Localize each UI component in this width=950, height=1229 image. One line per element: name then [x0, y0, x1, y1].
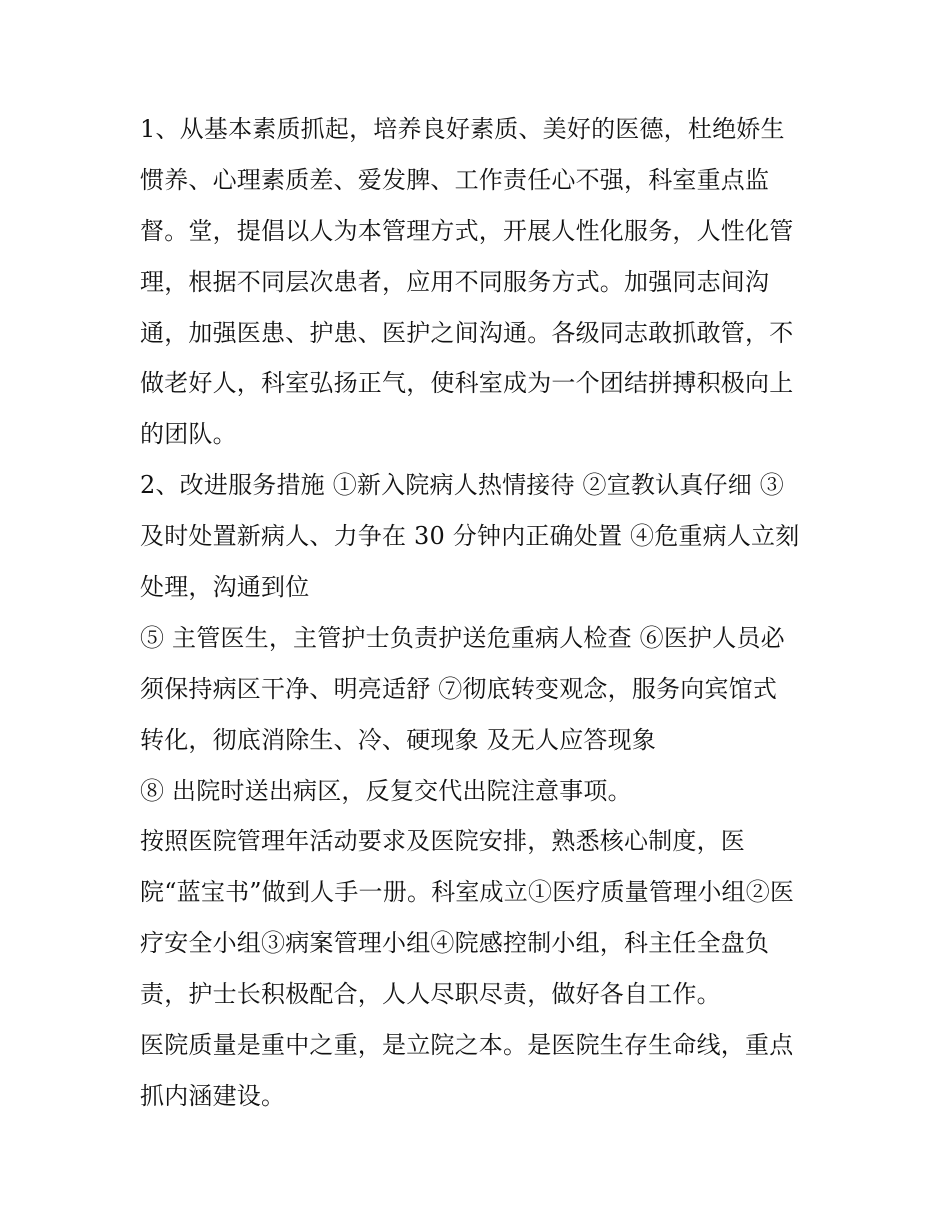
text-line: 2、改进服务措施 ①新入院病人热情接待 ②宣教认真仔细 ③ — [140, 471, 784, 500]
text-line: 抓内涵建设。 — [140, 1081, 286, 1110]
text-line: 督。堂，提倡以人为本管理方式，开展人性化服务，人性化管 — [140, 216, 794, 245]
text-line: 按照医院管理年活动要求及医院安排，熟悉核心制度，医 — [140, 827, 745, 856]
text-line: 处理，沟通到位 — [140, 573, 310, 602]
text-line: 的团队。 — [140, 420, 237, 449]
text-line: 院“蓝宝书”做到人手一册。科室成立①医疗质量管理小组②医 — [140, 878, 795, 907]
text-line: 做老好人，科室弘扬正气，使科室成为一个团结拼搏积极向上 — [140, 369, 794, 398]
document-body — [140, 104, 820, 1122]
text-line: 责，护士长积极配合，人人尽职尽责，做好各自工作。 — [140, 980, 721, 1009]
text-line: 疗安全小组③病案管理小组④院感控制小组，科主任全盘负 — [140, 929, 770, 958]
text-line: ⑧ 出院时送出病区，反复交代出院注意事项。 — [140, 776, 632, 805]
text-line: 惯养、心理素质差、爱发脾、工作责任心不强，科室重点监 — [140, 165, 770, 194]
text-line: 及时处置新病人、力争在 30 分钟内正确处置 ④危重病人立刻 — [140, 522, 800, 551]
text-line: 须保持病区干净、明亮适舒 ⑦彻底转变观念，服务向宾馆式 — [140, 674, 778, 703]
text-line: 1、从基本素质抓起，培养良好素质、美好的医德，杜绝娇生 — [140, 115, 785, 143]
text-line: 理，根据不同层次患者，应用不同服务方式。加强同志间沟 — [140, 267, 770, 296]
text-line: 转化，彻底消除生、冷、硬现象 及无人应答现象 — [140, 725, 657, 754]
text-line: ⑤ 主管医生，主管护士负责护送危重病人检查 ⑥医护人员必 — [140, 623, 785, 652]
text-line: 医院质量是重中之重，是立院之本。是医院生存生命线，重点 — [140, 1031, 794, 1060]
text-line: 通，加强医患、护患、医护之间沟通。各级同志敢抓敢管，不 — [140, 318, 794, 347]
